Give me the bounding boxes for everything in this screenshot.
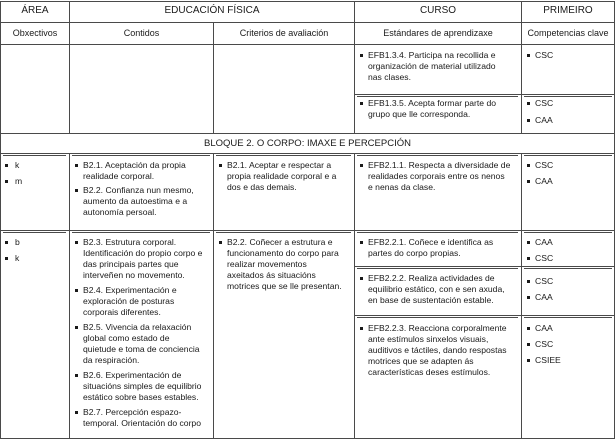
grid-line	[0, 230, 615, 231]
bullet-icon	[360, 164, 363, 167]
competence: CSIEE	[535, 355, 561, 365]
grid-line	[0, 22, 615, 23]
grid-line	[0, 44, 615, 45]
inner-border	[524, 96, 612, 97]
content-line: B2.6. Experimentación de	[83, 370, 182, 380]
course-label: CURSO	[419, 5, 457, 16]
inner-border	[524, 317, 612, 318]
content-line: exploración de posturas	[83, 296, 175, 306]
objective: k	[15, 160, 20, 170]
grid-line	[0, 153, 615, 154]
competence: CAA	[535, 115, 553, 125]
standard-line: grupo que lle corresponda.	[368, 109, 471, 119]
grid-line	[354, 315, 615, 316]
bullet-icon	[360, 241, 363, 244]
bullet-icon	[527, 54, 530, 57]
bullet-icon	[527, 164, 530, 167]
criteria-line: axeitados ás situacións	[227, 270, 316, 280]
standard-line: partes do corpo propias.	[368, 248, 461, 258]
criteria-line: dos e das demais.	[227, 182, 297, 192]
inner-border	[3, 155, 66, 156]
bullet-icon	[527, 296, 530, 299]
competence: CSC	[535, 253, 554, 263]
grid-line	[69, 153, 70, 439]
bullet-icon	[219, 241, 222, 244]
standard-line: EFB2.2.2. Realiza actividades de	[368, 273, 495, 283]
grid-line	[0, 1, 1, 439]
inner-border	[357, 96, 518, 97]
standard-line: características deses estímulos.	[368, 367, 491, 377]
criteria-line: funcionamento do corpo para	[227, 248, 339, 258]
content-line: B2.5. Vivencia da relaxación	[83, 322, 192, 332]
grid-line	[354, 94, 615, 95]
bullet-icon	[527, 241, 530, 244]
standard-line: en base de sustentación estable.	[368, 295, 494, 305]
standard-line: realidades corporais entre os nenos	[368, 171, 505, 181]
bullet-icon	[5, 241, 8, 244]
content-line: Identificación do propio corpo e	[83, 248, 203, 258]
subject-title: EDUCACIÓN FÍSICA	[164, 5, 260, 16]
block-title: BLOQUE 2. O CORPO: IMAXE E PERCEPCIÓN	[204, 138, 411, 149]
inner-border	[3, 232, 66, 233]
bullet-icon	[75, 241, 78, 244]
bullet-icon	[75, 164, 78, 167]
bullet-icon	[527, 359, 530, 362]
grid-line	[354, 153, 355, 439]
bullet-icon	[75, 411, 78, 414]
content-line: da respiración.	[83, 355, 140, 365]
standard-line: organización de material utilizado	[368, 61, 496, 71]
content-line: estático sobre bases estables.	[83, 392, 199, 402]
content-line: das principais partes que	[83, 259, 179, 269]
grid-line	[521, 153, 522, 439]
bullet-icon	[75, 326, 78, 329]
content-line: B2.1. Aceptación da propia	[83, 160, 186, 170]
criteria-line: B2.1. Aceptar e respectar a	[227, 160, 332, 170]
standard-line: equilibrio estático, con e sen axuda,	[368, 284, 505, 294]
col-standards: Estándares de aprendizaxe	[383, 28, 493, 38]
grid-line	[0, 133, 615, 134]
grid-line	[213, 153, 214, 439]
content-line: B2.3. Estrutura corporal.	[83, 237, 177, 247]
standard-line: nas clases.	[368, 72, 411, 82]
content-line: global como estado de	[83, 333, 170, 343]
competence: CSC	[535, 50, 554, 60]
bullet-icon	[219, 164, 222, 167]
bullet-icon	[75, 289, 78, 292]
standard-line: e nenas da clase.	[368, 182, 436, 192]
competence: CSC	[535, 276, 554, 286]
standard-line: EFB2.1.1. Respecta a diversidade de	[368, 160, 511, 170]
standard-line: EFB2.2.3. Reacciona corporalmente	[368, 323, 507, 333]
inner-border	[524, 232, 612, 233]
inner-border	[357, 232, 518, 233]
area-label: ÁREA	[21, 5, 49, 16]
bullet-icon	[75, 189, 78, 192]
course-value: PRIMEIRO	[543, 5, 593, 16]
bullet-icon	[75, 374, 78, 377]
criteria-line: B2.2. Coñecer a estrutura e	[227, 237, 333, 247]
grid-line	[354, 266, 615, 267]
content-line: realidade corporal.	[83, 171, 155, 181]
content-line: B2.2. Confianza nun mesmo,	[83, 185, 194, 195]
col-contents: Contidos	[123, 28, 160, 38]
col-competences: Competencias clave	[527, 28, 609, 38]
col-objectives: Obxectivos	[12, 28, 58, 38]
competence: CAA	[535, 292, 553, 302]
standard-line: EFB1.3.4. Participa na recollida e	[368, 50, 496, 60]
bullet-icon	[527, 257, 530, 260]
grid-line	[0, 1, 615, 2]
standard-line: motrices que se adapten ás	[368, 356, 474, 366]
criteria-line: realizar movementos	[227, 259, 307, 269]
inner-border	[72, 155, 210, 156]
competence: CAA	[535, 176, 553, 186]
bullet-icon	[527, 280, 530, 283]
inner-border	[524, 155, 612, 156]
inner-border	[216, 155, 351, 156]
content-line: aumento da autoestima e a	[83, 196, 188, 206]
content-line: quietude e toma de conciencia	[83, 344, 200, 354]
bullet-icon	[360, 102, 363, 105]
content-line: autonomía persoal.	[83, 207, 157, 217]
content-line: B2.7. Percepción espazo-	[83, 407, 182, 417]
inner-border	[524, 268, 612, 269]
criteria-line: motrices que se lle presentan.	[227, 281, 342, 291]
inner-border	[357, 155, 518, 156]
content-line: corporais diferentes.	[83, 307, 161, 317]
competence: CSC	[535, 160, 554, 170]
standard-line: ante estímulos sinxelos visuais,	[368, 334, 489, 344]
bullet-icon	[5, 164, 8, 167]
bullet-icon	[527, 180, 530, 183]
bullet-icon	[360, 54, 363, 57]
bullet-icon	[527, 119, 530, 122]
standard-line: EFB1.3.5. Acepta formar parte do	[368, 98, 497, 108]
inner-border	[357, 317, 518, 318]
inner-border	[216, 232, 351, 233]
competence: CSC	[535, 98, 554, 108]
inner-border	[357, 268, 518, 269]
col-criteria: Criterios de avaliación	[239, 28, 329, 38]
standard-line: auditivos e táctiles, dando respostas	[368, 345, 507, 355]
bullet-icon	[5, 180, 8, 183]
content-line: interveñen no movemento.	[83, 270, 185, 280]
objective: k	[15, 253, 20, 263]
content-line: B2.4. Experimentación e	[83, 285, 177, 295]
competence: CAA	[535, 323, 553, 333]
bullet-icon	[527, 343, 530, 346]
bullet-icon	[360, 327, 363, 330]
criteria-line: propia realidade corporal e a	[227, 171, 337, 181]
competence: CSC	[535, 339, 554, 349]
objective: b	[15, 237, 20, 247]
standard-line: EFB2.2.1. Coñece e identifica as	[368, 237, 494, 247]
bullet-icon	[527, 327, 530, 330]
content-line: situacións simples de equilibrio	[83, 381, 202, 391]
competence: CAA	[535, 237, 553, 247]
bullet-icon	[5, 257, 8, 260]
bullet-icon	[360, 277, 363, 280]
content-line: temporal. Orientación do corpo	[83, 418, 201, 428]
objective: m	[15, 176, 23, 186]
bullet-icon	[527, 102, 530, 105]
inner-border	[72, 232, 210, 233]
